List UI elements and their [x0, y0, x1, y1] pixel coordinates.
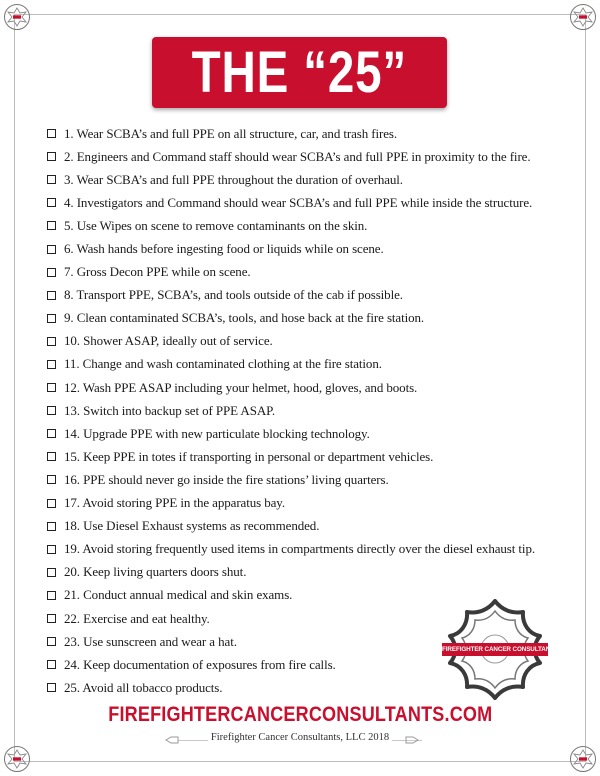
checklist-item: [47, 307, 567, 330]
checklist-item-text: 19. Avoid storing frequently used items in compartments directly over the diesel exhaust tip.: [64, 541, 535, 557]
checklist-item-text: 24. Keep documentation of exposures from fire calls.: [64, 656, 336, 672]
checklist-item: [47, 515, 567, 538]
checklist-item-text: 13. Switch into backup set of PPE ASAP.: [64, 402, 275, 418]
checkbox[interactable]: [47, 291, 56, 300]
checklist-item: [47, 168, 567, 191]
checkbox[interactable]: [47, 268, 56, 277]
checklist-item-text: 21. Conduct annual medical and skin exams.: [64, 587, 293, 603]
checklist-item: [47, 330, 567, 353]
checklist-item: [47, 145, 567, 168]
checkbox[interactable]: [47, 499, 56, 508]
checklist-item-text: 14. Upgrade PPE with new particulate blocking technology.: [64, 425, 370, 441]
checkbox[interactable]: [47, 245, 56, 254]
checklist-item-text: 16. PPE should never go inside the fire stations’ living quarters.: [64, 471, 389, 487]
checklist-item: [47, 376, 567, 399]
checkbox[interactable]: [47, 383, 56, 392]
website-text: FIREFIGHTERCANCERCONSULTANTS.COM: [107, 703, 493, 726]
checkbox[interactable]: [47, 129, 56, 138]
checklist-item: [47, 561, 567, 584]
checklist-item-text: 12. Wash PPE ASAP including your helmet, hood, gloves, and boots.: [64, 379, 418, 395]
checklist-item-text: 2. Engineers and Command staff should wear SCBA’s and full PPE in proximity to the fire.: [64, 148, 531, 164]
checklist-item-text: 9. Clean contaminated SCBA’s, tools, and hose back at the fire station.: [64, 310, 425, 326]
checklist-item: [47, 284, 567, 307]
checklist-item-text: 6. Wash hands before ingesting food or liquids while on scene.: [64, 241, 384, 257]
checkbox[interactable]: [47, 198, 56, 207]
maltese-cross-icon: [3, 745, 31, 773]
checkbox[interactable]: [47, 545, 56, 554]
checklist-item: [47, 237, 567, 260]
checklist-item: [47, 422, 567, 445]
checklist-item: [47, 261, 567, 284]
checklist-item: [47, 445, 567, 468]
checklist-item: [47, 122, 567, 145]
checkbox[interactable]: [47, 152, 56, 161]
page-title: THE “25”: [191, 40, 408, 105]
checklist-item: [47, 353, 567, 376]
copyright-text: Firefighter Cancer Consultants, LLC 2018: [210, 732, 390, 743]
checkbox[interactable]: [47, 660, 56, 669]
checkbox[interactable]: [47, 522, 56, 531]
checklist-item-text: 1. Wear SCBA’s and full PPE on all structure, car, and trash fires.: [64, 125, 398, 141]
checkbox[interactable]: [47, 429, 56, 438]
checklist-item-text: 20. Keep living quarters doors shut.: [64, 564, 247, 580]
checkbox[interactable]: [47, 591, 56, 600]
checkbox[interactable]: [47, 175, 56, 184]
checklist-item: [47, 492, 567, 515]
checklist-item: [47, 191, 567, 214]
checkbox[interactable]: [47, 614, 56, 623]
maltese-cross-icon: [3, 3, 31, 31]
checkbox[interactable]: [47, 406, 56, 415]
checkbox[interactable]: [47, 568, 56, 577]
checklist-item-text: 8. Transport PPE, SCBA’s, and tools outside of the cab if possible.: [64, 287, 403, 303]
checklist-item: [47, 538, 567, 561]
checkbox[interactable]: [47, 475, 56, 484]
checklist-item: [47, 399, 567, 422]
website-link[interactable]: [0, 703, 600, 727]
checkbox[interactable]: [47, 314, 56, 323]
checklist-item-text: 25. Avoid all tobacco products.: [64, 679, 223, 695]
checklist-item-text: 15. Keep PPE in totes if transporting in personal or department vehicles.: [64, 448, 434, 464]
checklist-item-text: 4. Investigators and Command should wear SCBA’s and full PPE while inside the structure.: [64, 194, 533, 210]
title-banner: [152, 37, 447, 108]
checklist-item-text: 23. Use sunscreen and wear a hat.: [64, 633, 237, 649]
checkbox[interactable]: [47, 337, 56, 346]
checklist-item: [47, 214, 567, 237]
checklist-item-text: 17. Avoid storing PPE in the apparatus bay.: [64, 495, 286, 511]
checklist-item-text: 11. Change and wash contaminated clothing at the fire station.: [64, 356, 382, 372]
checklist-item: [47, 468, 567, 491]
checklist-item-text: 18. Use Diesel Exhaust systems as recommended.: [64, 518, 320, 534]
checkbox[interactable]: [47, 637, 56, 646]
checklist-item-text: 22. Exercise and eat healthy.: [64, 610, 210, 626]
checkbox[interactable]: [47, 360, 56, 369]
checklist-item-text: 5. Use Wipes on scene to remove contaminants on the skin.: [64, 217, 368, 233]
checkbox[interactable]: [47, 221, 56, 230]
checklist-item-text: 3. Wear SCBA’s and full PPE throughout the duration of overhaul.: [64, 171, 403, 187]
checkbox[interactable]: [47, 683, 56, 692]
maltese-cross-icon: [569, 745, 597, 773]
checkbox[interactable]: [47, 452, 56, 461]
checklist-item-text: 7. Gross Decon PPE while on scene.: [64, 264, 251, 280]
maltese-cross-icon: [569, 3, 597, 31]
emblem-label: FIREFIGHTER CANCER CONSULTANTS: [442, 643, 548, 656]
maltese-cross-logo: [436, 598, 559, 710]
checklist-item-text: 10. Shower ASAP, ideally out of service.: [64, 333, 273, 349]
